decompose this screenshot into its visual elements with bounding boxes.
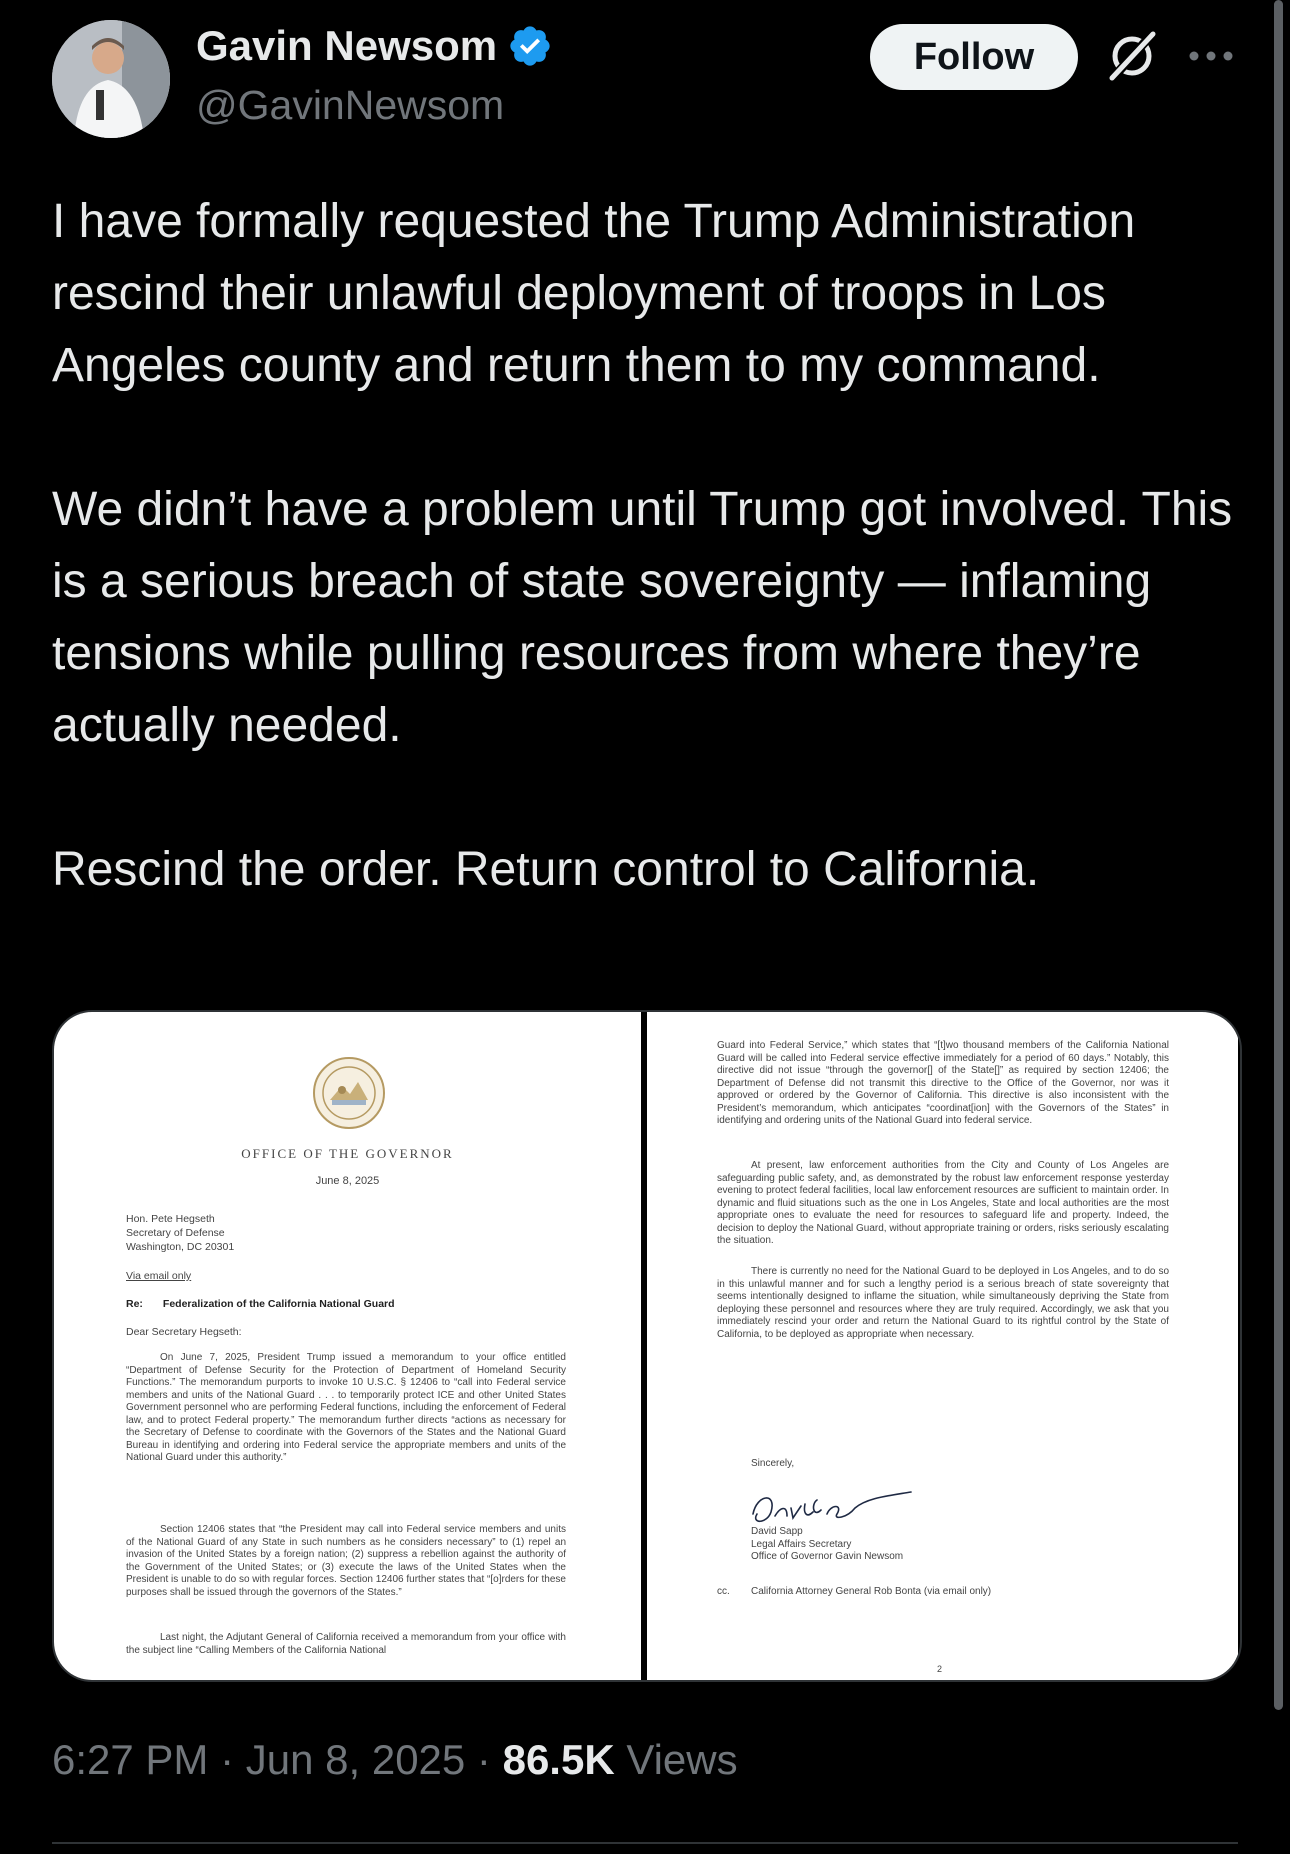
avatar[interactable] <box>52 20 170 138</box>
meta-separator: · <box>208 1736 246 1783</box>
letter-paragraph: On June 7, 2025, President Trump issued a memorandum to your office entitled “Department of Defense Security for the Protection of Department of Homeland Security Functions.” The memorandum purports to invoke 10 U.S.C. § 12406 to “call into Federal service members and units of the National Guard . . . to temporarily protect ICE and other United States Government personnel who are performing Federal functions, including the enforcement of Federal law, and to protect Federal property.” The memorandum further directs “actions as necessary for the Secretary of Defense to coordinate with the Governors of the States and the National Guard Bureau in identifying and ordering into Federal service the appropriate members and units of the National Guard under this authority.” <box>126 1352 566 1463</box>
letter-subject-label: Re: <box>126 1298 143 1310</box>
california-seal-icon <box>312 1056 386 1130</box>
verified-badge-icon <box>507 23 553 69</box>
divider <box>52 1842 1238 1844</box>
tweet-text: I have formally requested the Trump Administration rescind their unlawful deployment of troops in Los Angeles county and return them to my command. We didn’t have a problem until Trump got involved. This is a serious breach of state sovereignty — inflaming tensions while pulling resources from where they’re actually needed. Rescind the order. Return control to California. <box>52 195 1233 896</box>
letter-paragraph: Guard into Federal Service,” which states that “[t]wo thousand members of the California National Guard will be called into Federal service effective immediately for a period of 60 days.” Notably, this directive did not issue “through the governor[] of the State[]” as required by section 12406; the Department of Defense did not transmit this directive to the Office of the Governor, nor was it approved or ordered by the Governor of California. This directive is also inconsistent with the President’s memorandum, which anticipates “coordinat[ion] with the Governors of the States” in identifying and ordering units of the National Guard into federal service. <box>717 1040 1169 1126</box>
tweet-media[interactable] <box>52 1010 1242 1682</box>
follow-button[interactable]: Follow <box>870 24 1078 90</box>
scrollbar[interactable] <box>1274 0 1283 1710</box>
meta-separator: · <box>465 1736 503 1783</box>
author-name-row <box>196 22 553 70</box>
cc-label: cc. <box>717 1586 730 1597</box>
views-count[interactable]: 86.5K <box>502 1736 615 1783</box>
tweet-time[interactable]: 6:27 PM <box>52 1736 209 1783</box>
letter-page-1[interactable] <box>54 1012 641 1680</box>
author-name[interactable]: Gavin Newsom <box>196 22 498 69</box>
signer-block: David Sapp Legal Affairs Secretary Office of Governor Gavin Newsom <box>751 1526 904 1562</box>
letter-subject <box>126 1298 395 1310</box>
letter-date: June 8, 2025 <box>315 1175 380 1187</box>
letter-closing: Sincerely, <box>751 1458 795 1469</box>
letter-paragraph: Section 12406 states that “the President may call into Federal service members and units of the National Guard of any State in such numbers as he considers necessary” to (1) repel an invasion of the United States by a foreign nation; (2) suppress a rebellion against the authority of the Government of the United States; or (3) execute the laws of the United States when the President is unable to do so with regular forces. Section 12406 further states that “[o]rders for these purposes shall be issued through the governors of the States.” <box>126 1524 566 1598</box>
letter-via: Via email only <box>126 1270 192 1282</box>
tweet-meta <box>52 1736 738 1784</box>
letter-page-2[interactable] <box>647 1012 1238 1680</box>
page-number: 2 <box>937 1664 943 1674</box>
letterhead-office: OFFICE OF THE GOVERNOR <box>241 1146 454 1161</box>
letter-paragraph: Last night, the Adjutant General of California received a memorandum from your office with the subject line “Calling Members of the California National <box>126 1632 566 1656</box>
letter-address: Hon. Pete Hegseth Secretary of Defense Washington, DC 20301 <box>126 1213 235 1253</box>
grok-icon[interactable] <box>1104 28 1160 84</box>
profile-photo-icon <box>52 20 170 138</box>
cc-recipient: California Attorney General Rob Bonta (via email only) <box>751 1586 992 1597</box>
views-label: Views <box>614 1736 738 1783</box>
letter-paragraph: At present, law enforcement authorities from the City and County of Los Angeles are safeguarding public safety, and, as demonstrated by the robust law enforcement response yesterday evening to protect federal facilities, local law enforcement resources are sufficient to maintain order. In dynamic and fluid situations such as the one in Los Angeles, State and local authorities are the most appropriate ones to evaluate the need for resources to safeguard life and property. Indeed, the decision to deploy the National Guard, without appropriate training or orders, risks seriously escalating the situation. <box>717 1160 1169 1246</box>
signature-icon <box>747 1484 917 1530</box>
letter-salutation: Dear Secretary Hegseth: <box>126 1326 242 1338</box>
letter-paragraph: There is currently no need for the National Guard to be deployed in Los Angeles, and to do so in this unlawful manner and for such a lengthy period is a serious breach of state sovereignty that seems intentionally designed to inflame the situation, while simultaneously depriving the State from deploying these personnel and resources where they are truly required. Accordingly, we ask that you immediately rescind your order and return the National Guard to its rightful control by the State of California, to be deployed as appropriate when necessary. <box>717 1266 1169 1340</box>
more-icon[interactable] <box>1186 44 1236 68</box>
letter-subject-text: Federalization of the California National Guard <box>162 1298 395 1310</box>
tweet-date[interactable]: Jun 8, 2025 <box>245 1736 466 1783</box>
author-handle[interactable]: @GavinNewsom <box>196 82 505 128</box>
